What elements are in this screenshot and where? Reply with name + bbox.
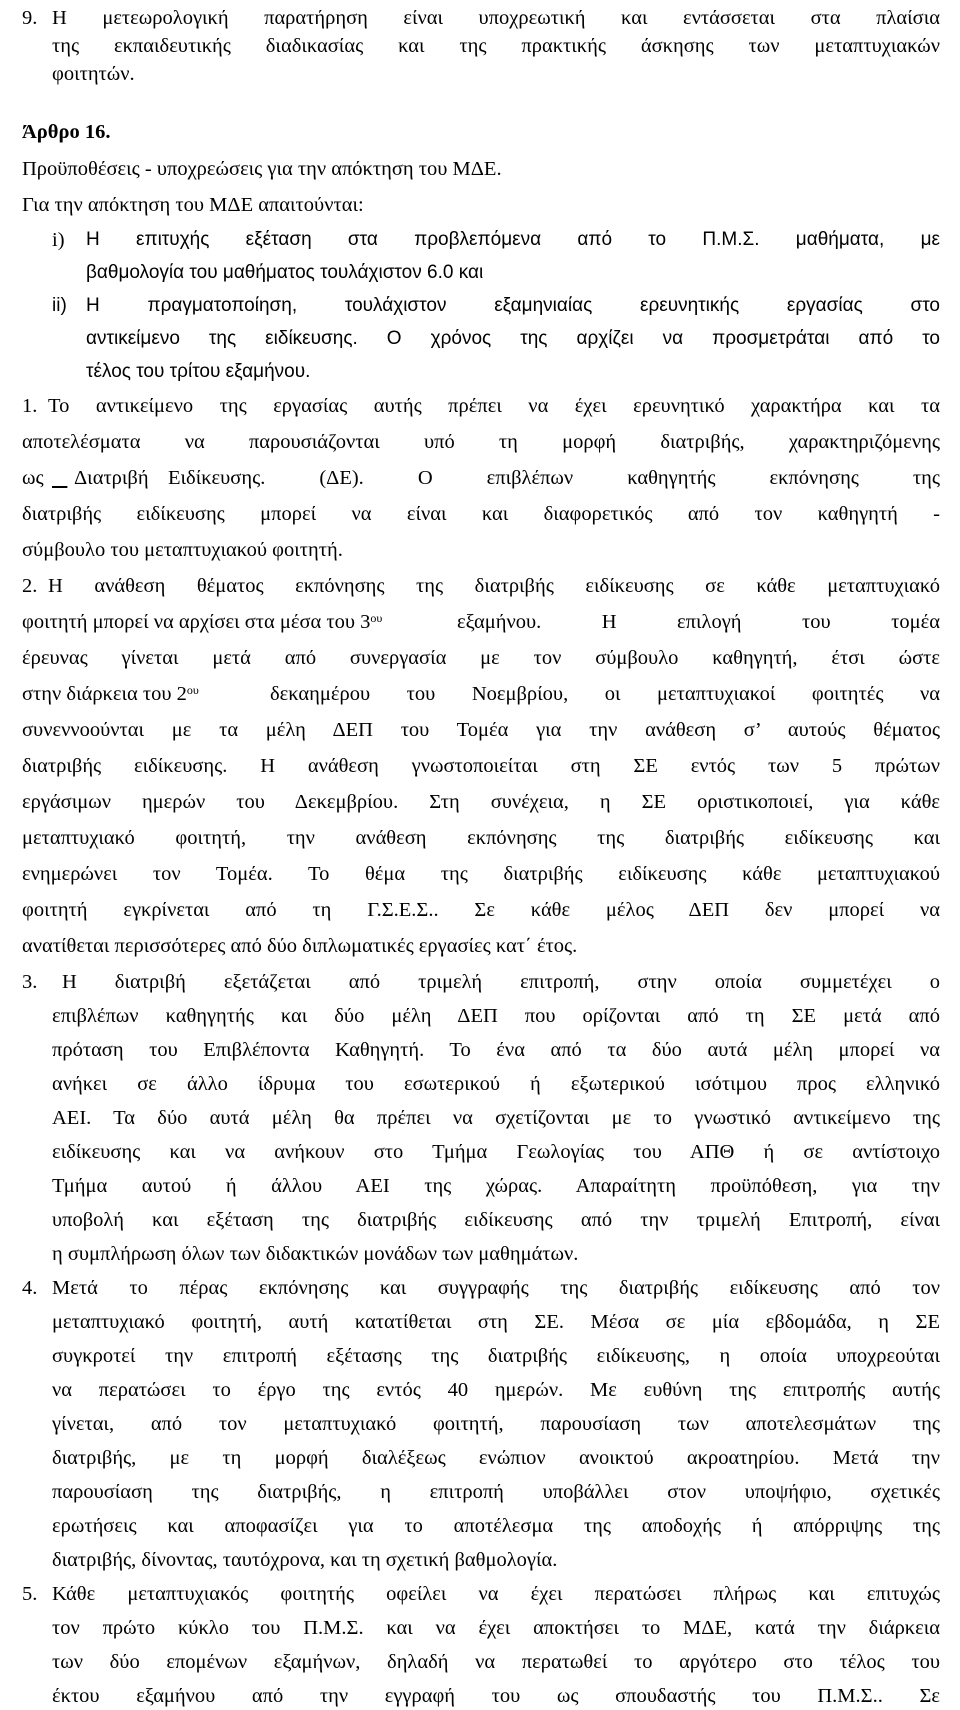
text-line: γίνεται, από τον μεταπτυχιακό φοιτητή, παρουσίαση των αποτελεσμάτων της bbox=[52, 1413, 940, 1435]
paragraph-number: 5. bbox=[22, 1583, 38, 1605]
text-line: ερωτήσεις και αποφασίζει για το αποτέλεσμα της αποδοχής ή απόρριψης της bbox=[52, 1515, 940, 1537]
text-line-part bbox=[22, 680, 199, 708]
text-line: των δύο επομένων εξαμήνων, δηλαδή να περατωθεί το αργότερο στο τέλος του bbox=[52, 1651, 940, 1673]
paragraph-number: 4. bbox=[22, 1277, 38, 1299]
text-line: αποτελέσματα να παρουσιάζονται υπό τη μορφή διατριβής, χαρακτηριζόμενης bbox=[22, 431, 940, 453]
text-line-part: εξαμήνου. Η επιλογή του τομέα bbox=[457, 611, 940, 633]
requirement-number: ii) bbox=[52, 295, 67, 316]
text-line: συγκροτεί την επιτροπή εξέτασης της διατριβής ειδίκευσης, η οποία υποχρεούται bbox=[52, 1345, 940, 1367]
text-line: έκτου εξαμήνου από την εγγραφή του ως σπουδαστής του Π.Μ.Σ.. Σε bbox=[52, 1685, 940, 1707]
text-line: πρόταση του Επιβλέποντα Καθηγητή. Το ένα από τα δύο αυτά μέλη μπορεί να bbox=[52, 1039, 940, 1061]
text-line: συνεννοούνται με τα μέλη ΔΕΠ του Τομέα για την ανάθεση σ’ αυτούς θέματος bbox=[22, 719, 940, 741]
text-line: της εκπαιδευτικής διαδικασίας και της πρακτικής άσκησης των μεταπτυχιακών bbox=[52, 35, 940, 57]
text-line: Κάθε μεταπτυχιακός φοιτητής οφείλει να έχει περατώσει πλήρως και επιτυχώς bbox=[52, 1583, 940, 1605]
text-line: ανατίθεται περισσότερες από δύο διπλωματικές εργασίες κατ΄ έτος. bbox=[22, 935, 578, 957]
text-line-part: δεκαημέρου του Νοεμβρίου, οι μεταπτυχιακοί φοιτητές να bbox=[270, 683, 940, 705]
requirement-line: τέλος του τρίτου εξαμήνου. bbox=[86, 361, 311, 382]
text-line: ανήκει σε άλλο ίδρυμα του εσωτερικού ή εξωτερικού ισότιμου προς ελληνικό bbox=[52, 1073, 940, 1095]
requirement-line: βαθμολογία του μαθήματος τουλάχιστον 6.0 και bbox=[86, 262, 484, 283]
paragraph-number: 2. bbox=[22, 575, 38, 597]
text-line: Η διατριβή εξετάζεται από τριμελή επιτροπή, στην οποία συμμετέχει ο bbox=[62, 971, 940, 993]
text-line: παρουσίαση της διατριβής, η επιτροπή υποβάλλει στον υποψήφιο, σχετικές bbox=[52, 1481, 940, 1503]
article-title: Προϋποθέσεις - υποχρεώσεις για την απόκτηση του ΜΔΕ. bbox=[22, 158, 502, 180]
item-number: 9. bbox=[22, 7, 38, 29]
text-line: η συμπλήρωση όλων των διδακτικών μονάδων των μαθημάτων. bbox=[52, 1243, 579, 1265]
text-line: διατριβής, με τη μορφή διαλέξεως ενώπιον ανοικτού ακροατηρίου. Μετά την bbox=[52, 1447, 940, 1469]
text-line: έρευνας γίνεται μετά από συνεργασία με τον σύμβουλο καθηγητή, έτσι ώστε bbox=[22, 647, 940, 669]
text-line: φοιτητή εγκρίνεται από τη Γ.Σ.Ε.Σ.. Σε κάθε μέλος ΔΕΠ δεν μπορεί να bbox=[22, 899, 940, 921]
text-line: φοιτητών. bbox=[52, 63, 135, 85]
text-line: εργάσιμων ημερών του Δεκεμβρίου. Στη συνέχεια, η ΣΕ οριστικοποιεί, για κάθε bbox=[22, 791, 940, 813]
text-part: στην διάρκεια του 2 bbox=[22, 683, 187, 705]
text-part: φοιτητή μπορεί να αρχίσει στα μέσα του 3 bbox=[22, 611, 371, 633]
text-line: τον πρώτο κύκλο του Π.Μ.Σ. και να έχει αποκτήσει το ΜΔΕ, κατά την διάρκεια bbox=[52, 1617, 940, 1639]
requirement-line: Η επιτυχής εξέταση στα προβλεπόμενα από το Π.Μ.Σ. μαθήματα, με bbox=[86, 229, 940, 250]
text-line: Τμήμα αυτού ή άλλου ΑΕΙ της χώρας. Απαραίτητη προϋπόθεση, για την bbox=[52, 1175, 940, 1197]
text-line: διατριβής ειδίκευσης μπορεί να είναι και διαφορετικός από τον καθηγητή - bbox=[22, 503, 940, 525]
superscript: ου bbox=[186, 683, 199, 697]
paragraph-number: 3. bbox=[22, 971, 38, 993]
paragraph-number: 1. bbox=[22, 395, 38, 417]
text-line: Το αντικείμενο της εργασίας αυτής πρέπει να έχει ερευνητικό χαρακτήρα και τα bbox=[48, 395, 940, 417]
text-line: Ειδίκευσης. (ΔΕ). Ο επιβλέπων καθηγητής εκπόνησης της bbox=[168, 467, 940, 489]
requirement-line: Η πραγματοποίηση, τουλάχιστον εξαμηνιαίας ερευνητικής εργασίας στο bbox=[86, 295, 940, 316]
text-line: ειδίκευσης και να ανήκουν στο Τμήμα Γεωλογίας του ΑΠΘ ή σε αντίστοιχο bbox=[52, 1141, 940, 1163]
text-line: να περατώσει το έργο της εντός 40 ημερών. Με ευθύνη της επιτροπής αυτής bbox=[52, 1379, 940, 1401]
text-line-prefix: ως bbox=[22, 467, 44, 489]
term-text: Διατριβή bbox=[74, 467, 149, 489]
text-line: σύμβουλο του μεταπτυχιακού φοιτητή. bbox=[22, 539, 343, 561]
text-line: ΑΕΙ. Τα δύο αυτά μέλη θα πρέπει να σχετίζονται με το γνωστικό αντικείμενο της bbox=[52, 1107, 940, 1129]
superscript: ου bbox=[370, 611, 383, 625]
text-line: Η μετεωρολογική παρατήρηση είναι υποχρεωτική και εντάσσεται στα πλαίσια bbox=[52, 7, 940, 29]
text-line: υποβολή και εξέταση της διατριβής ειδίκευσης από την τριμελή Επιτροπή, είναι bbox=[52, 1209, 940, 1231]
text-line: ενημερώνει τον Τομέα. Το θέμα της διατριβής ειδίκευσης κάθε μεταπτυχιακού bbox=[22, 863, 940, 885]
article-intro: Για την απόκτηση του ΜΔΕ απαιτούνται: bbox=[22, 194, 364, 216]
text-line: μεταπτυχιακό φοιτητή, την ανάθεση εκπόνησης της διατριβής ειδίκευσης και bbox=[22, 827, 940, 849]
requirement-number: i) bbox=[52, 229, 65, 251]
requirement-line: αντικείμενο της ειδίκευσης. Ο χρόνος της αρχίζει να προσμετράται από το bbox=[86, 328, 940, 349]
text-line: επιβλέπων καθηγητής και δύο μέλη ΔΕΠ που ορίζονται από τη ΣΕ μετά από bbox=[52, 1005, 940, 1027]
text-line-part bbox=[22, 608, 382, 636]
underline-gap bbox=[52, 464, 72, 492]
text-line: διατριβής ειδίκευσης. Η ανάθεση γνωστοποιείται στη ΣΕ εντός των 5 πρώτων bbox=[22, 755, 940, 777]
article-heading: Άρθρο 16. bbox=[22, 121, 111, 143]
text-line: Η ανάθεση θέματος εκπόνησης της διατριβής ειδίκευσης σε κάθε μεταπτυχιακό bbox=[48, 575, 940, 597]
text-line: Μετά το πέρας εκπόνησης και συγγραφής της διατριβής ειδίκευσης από τον bbox=[52, 1277, 940, 1299]
text-line: διατριβής, δίνοντας, ταυτόχρονα, και τη σχετική βαθμολογία. bbox=[52, 1549, 558, 1571]
text-line: μεταπτυχιακό φοιτητή, αυτή κατατίθεται στη ΣΕ. Μέσα σε μία εβδομάδα, η ΣΕ bbox=[52, 1311, 940, 1333]
